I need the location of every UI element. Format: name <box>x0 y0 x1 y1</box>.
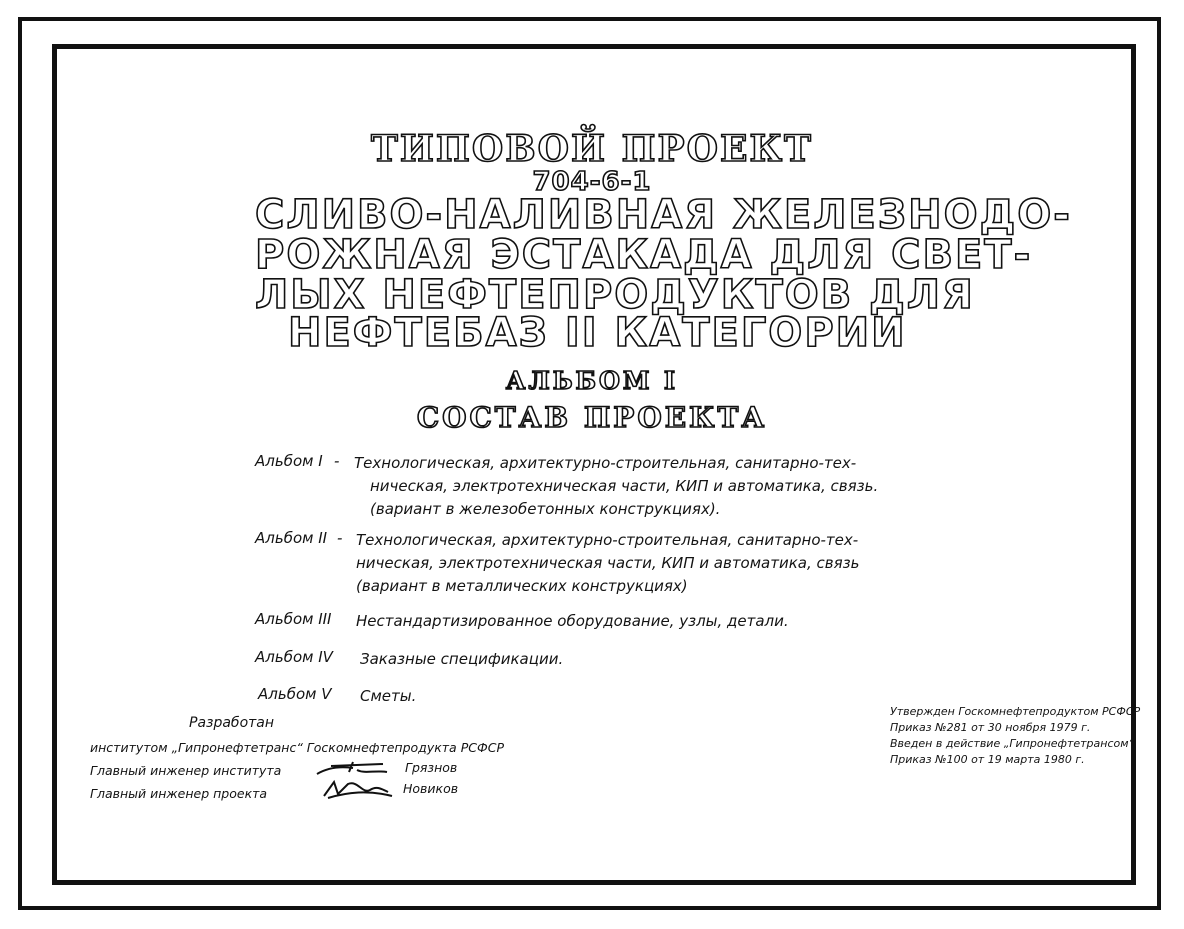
chief-institute-role: Главный инженер института <box>90 763 282 778</box>
album-3-line-1: Нестандартизированное оборудование, узлы, детали. <box>356 612 789 630</box>
approval-line-1: Утвержден Госкомнефтепродуктом РСФСР <box>890 705 1141 718</box>
chief-institute-name: Грязнов <box>405 760 458 775</box>
project-number: 704-6-1 <box>532 167 652 197</box>
album-2-line-3: (вариант в металлических конструкциях) <box>356 577 688 595</box>
album-5-label: Альбом V <box>258 685 332 703</box>
album-1-dash: - <box>334 452 340 470</box>
developer-heading: Разработан <box>189 715 275 731</box>
approval-line-3: Введен в действие „Гипронефтетрансом“ <box>890 737 1135 750</box>
title-line-4: НЕФТЕБАЗ II КАТЕГОРИИ <box>288 310 907 356</box>
approval-line-2: Приказ №281 от 30 ноября 1979 г. <box>890 721 1091 734</box>
album-heading: АЛЬБОМ I <box>505 366 679 395</box>
album-2-line-1: Технологическая, архитектурно-строительная, санитарно-тех- <box>356 531 859 549</box>
title-line-1: СЛИВО-НАЛИВНАЯ ЖЕЛЕЗНОДО- <box>255 192 1072 238</box>
album-4-line-1: Заказные спецификации. <box>360 650 564 668</box>
album-2-label: Альбом II <box>255 529 328 547</box>
title-line-2: РОЖНАЯ ЭСТАКАДА ДЛЯ СВЕТ- <box>255 232 1033 278</box>
chief-project-signature <box>318 776 396 802</box>
album-5-line-1: Сметы. <box>360 687 417 705</box>
title-line-3: ЛЫХ НЕФТЕПРОДУКТОВ ДЛЯ <box>255 272 975 318</box>
document-title: ТИПОВОЙ ПРОЕКТ <box>371 128 813 170</box>
album-1-line-2: ническая, электротехническая части, КИП и автоматика, связь. <box>370 477 879 495</box>
approval-line-4: Приказ №100 от 19 марта 1980 г. <box>890 753 1085 766</box>
album-1-label: Альбом I <box>255 452 323 470</box>
album-1-line-1: Технологическая, архитектурно-строительная, санитарно-тех- <box>354 454 857 472</box>
album-2-line-2: ническая, электротехническая части, КИП и автоматика, связь <box>356 554 860 572</box>
chief-project-role: Главный инженер проекта <box>90 786 268 801</box>
album-2-dash: - <box>337 529 343 547</box>
album-3-label: Альбом III <box>255 610 332 628</box>
album-1-line-3: (вариант в железобетонных конструкциях). <box>370 500 721 518</box>
developer-institute: институтом „Гипронефтетранс“ Госкомнефтепродукта РСФСР <box>90 740 504 755</box>
chief-project-name: Новиков <box>403 781 459 796</box>
section-heading: СОСТАВ ПРОЕКТА <box>416 401 768 434</box>
album-4-label: Альбом IV <box>255 648 333 666</box>
